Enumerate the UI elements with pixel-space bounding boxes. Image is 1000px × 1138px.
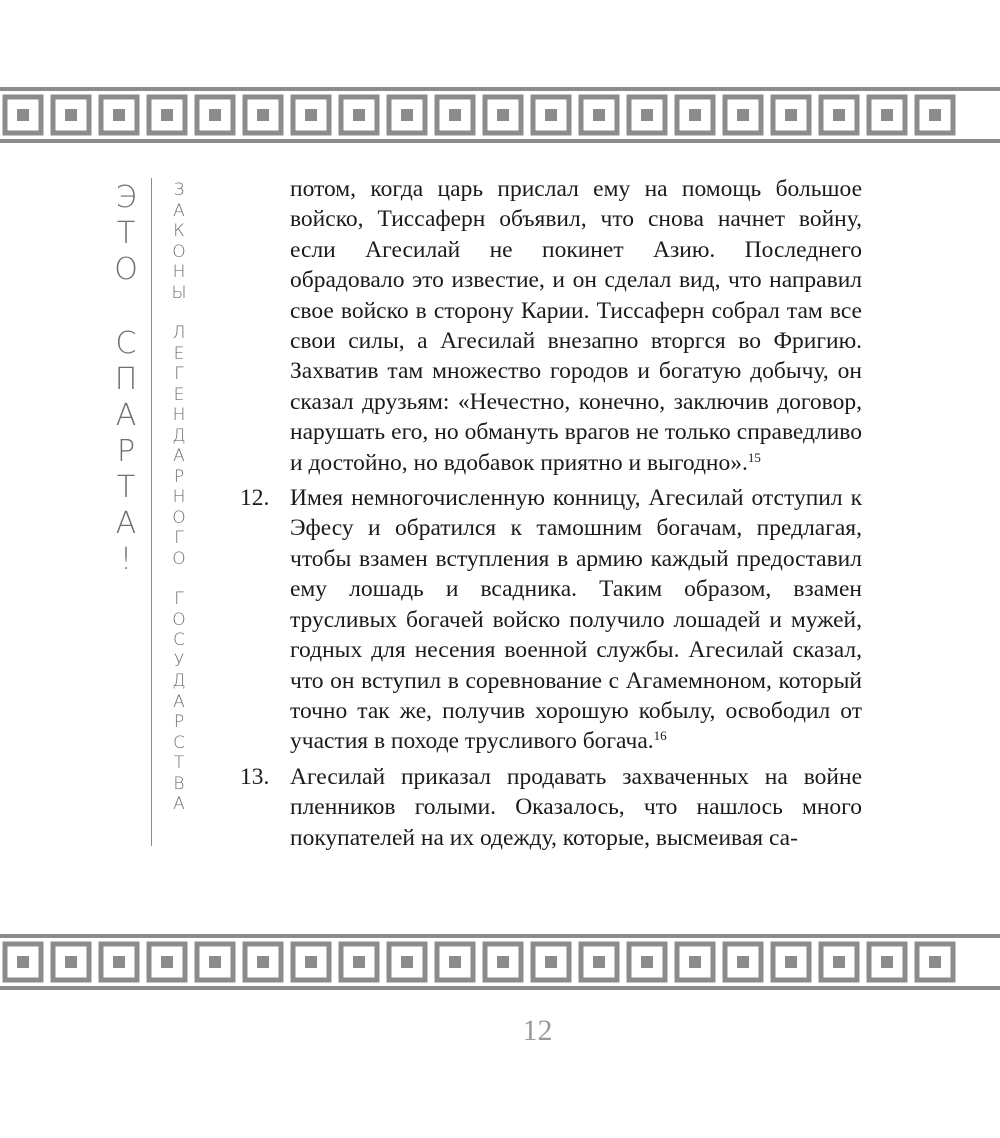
meander-core	[113, 956, 125, 968]
meander-core	[737, 109, 749, 121]
subtitle-glyph: Ы	[171, 282, 187, 303]
meander-core	[353, 109, 365, 121]
meander-core	[689, 109, 701, 121]
title-glyph: А	[115, 398, 137, 433]
subtitle-glyph: Л	[172, 323, 186, 343]
subtitle-glyph: К	[173, 221, 185, 241]
footnote-ref: 16	[653, 728, 667, 744]
meander-core	[113, 109, 125, 121]
meander-core	[305, 109, 317, 121]
title-glyph: !	[119, 542, 133, 577]
meander-core	[929, 956, 941, 968]
title-glyph: Р	[116, 434, 136, 469]
meander-core	[449, 109, 461, 121]
paragraph-text: потом, когда царь прислал ему на помощь большое войско, Тиссаферн объявил, что снова начнет войну, если Агесилай не покинет Азию. Последнего обрадовало это известие, и он сделал вид, что направил свое войско в сторону Карии. Тиссаферн собрал там все свои силы, а Агесилай внезапно вторгся во Фригию. Захватив там множество городов и богатую добычу, он сказал друзьям: «Нечестно, конечно, заключив договор, нарушать его, но обмануть врагов не только справедливо и достойно, но вдобавок приятно и выгодно».	[290, 176, 862, 476]
meander-core	[881, 956, 893, 968]
subtitle-glyph: Е	[173, 384, 185, 405]
subtitle-glyph: У	[173, 650, 185, 671]
subtitle-glyph: Д	[172, 425, 186, 446]
main-text	[240, 174, 862, 853]
item-number: 12.	[240, 485, 270, 512]
subtitle-glyph: С	[173, 732, 185, 753]
title-glyph: П	[114, 362, 138, 397]
footnote-ref: 15	[747, 449, 761, 465]
subtitle-glyph: А	[173, 691, 185, 712]
subtitle-glyph: Т	[173, 753, 185, 773]
meander-core	[929, 109, 941, 121]
subtitle-glyph: Р	[173, 712, 185, 732]
meander-core	[545, 109, 557, 121]
meander-core	[17, 109, 29, 121]
subtitle-gap	[165, 303, 193, 323]
meander-core	[305, 956, 317, 968]
subtitle-glyph: З	[173, 180, 185, 200]
subtitle-glyph: Г	[174, 589, 184, 609]
meander-core	[785, 109, 797, 121]
meander-core	[881, 109, 893, 121]
meander-core	[689, 956, 701, 968]
item-number: 13.	[240, 763, 270, 790]
subtitle-glyph: О	[172, 609, 186, 630]
subtitle-glyph: Е	[173, 343, 185, 364]
title-gap	[104, 288, 148, 326]
vertical-subtitle	[165, 180, 193, 815]
meander-core	[65, 109, 77, 121]
meander-core	[209, 109, 221, 121]
subtitle-glyph: О	[172, 507, 186, 528]
item-text: Имея немногочисленную конницу, Агесилай отступил к Эфесу и обратился к тамошним богачам, предлагая, чтобы взамен вступления в армию каждый предоставил ему лошадь и всадника. Таким образом, взамен трусливых богачей войско получило лошадей и мужей, годных для несения военной службы. Агесилай сказал, что он вступил в соревнование с Агамемноном, который точно так же, получив хорошую кобылу, освободил от участия в походе трусливого богача.	[290, 485, 862, 755]
meander-core	[497, 956, 509, 968]
subtitle-glyph: В	[173, 773, 185, 794]
title-glyph: А	[115, 506, 137, 541]
meander-core	[737, 956, 749, 968]
meander-core	[785, 956, 797, 968]
subtitle-glyph: Г	[174, 364, 184, 384]
subtitle-glyph: А	[173, 200, 185, 221]
meander-core	[593, 956, 605, 968]
meander-core	[353, 956, 365, 968]
meander-core	[641, 956, 653, 968]
title-glyph: Т	[116, 216, 136, 251]
meander-core	[65, 956, 77, 968]
meander-core	[209, 956, 221, 968]
meander-core	[401, 956, 413, 968]
meander-core	[257, 956, 269, 968]
subtitle-glyph: Д	[172, 671, 186, 691]
meander-core	[833, 956, 845, 968]
paragraph-continuation	[290, 174, 862, 478]
meander-core	[401, 109, 413, 121]
meander-core	[833, 109, 845, 121]
subtitle-glyph: О	[172, 548, 186, 569]
meander-core	[497, 109, 509, 121]
item-text: Агесилай приказал продавать захваченных на войне пленников голыми. Оказалось, что нашлось много покупателей на их одежду, которые, высмеивая са-	[290, 763, 862, 851]
meander-core	[161, 956, 173, 968]
numbered-item	[240, 762, 862, 853]
meander-core	[593, 109, 605, 121]
subtitle-glyph: О	[172, 241, 186, 262]
meander-core	[449, 956, 461, 968]
vertical-divider	[151, 178, 152, 846]
meander-border-bottom	[0, 934, 1000, 990]
subtitle-gap	[165, 569, 193, 589]
page-number: 12	[522, 1014, 553, 1047]
meander-core	[545, 956, 557, 968]
subtitle-glyph: Н	[172, 487, 186, 507]
meander-core	[257, 109, 269, 121]
meander-core	[161, 109, 173, 121]
subtitle-glyph: Н	[172, 262, 186, 282]
title-glyph: Э	[115, 180, 137, 215]
meander-core	[17, 956, 29, 968]
title-glyph: С	[115, 326, 137, 361]
subtitle-glyph: А	[173, 446, 185, 466]
subtitle-glyph: А	[173, 794, 185, 814]
subtitle-glyph: Н	[172, 405, 186, 425]
subtitle-glyph: Р	[173, 466, 185, 487]
title-glyph: Т	[116, 470, 136, 505]
subtitle-glyph: С	[173, 630, 185, 650]
vertical-title	[104, 180, 148, 578]
subtitle-glyph: Г	[174, 528, 184, 548]
numbered-item	[240, 483, 862, 757]
meander-border-top	[0, 87, 1000, 143]
title-glyph: О	[114, 252, 138, 287]
meander-core	[641, 109, 653, 121]
